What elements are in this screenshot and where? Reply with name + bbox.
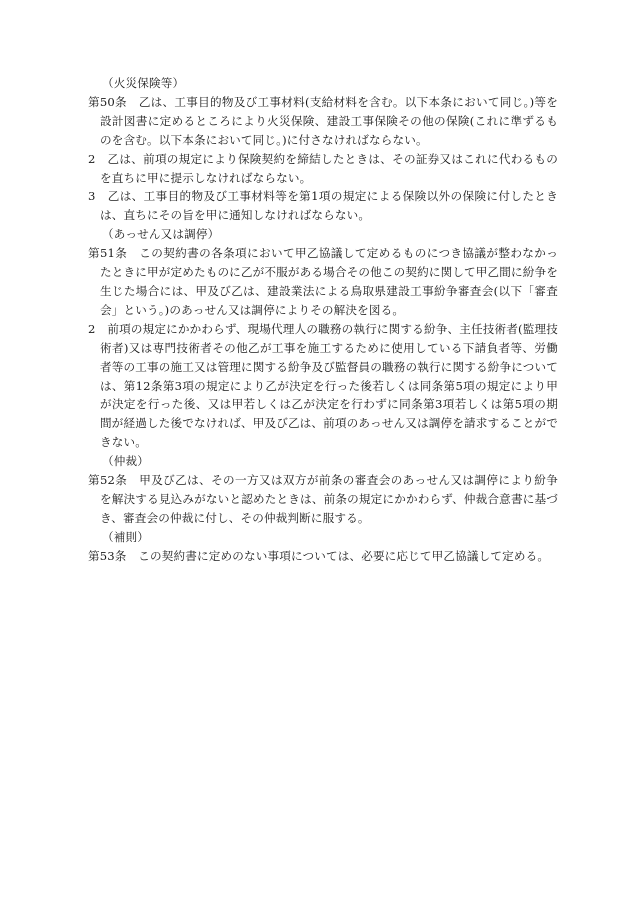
paragraph-number: 2	[88, 321, 96, 336]
article-51-number: 第51条	[88, 246, 128, 261]
article-51-text: この契約書の各条項において甲乙協議して定めるものにつき協議が整わなかったときに甲が定めたものに乙が不服がある場合その他この契約に関して甲乙間に紛争を生じた場合には、甲及び乙は、建設業法による鳥取県建設工事紛争審査会(以下「審査会」という。)のあっせん又は調停によりその解決を図る。	[100, 246, 559, 317]
article-51	[88, 244, 558, 320]
paragraph-text: 乙は、前項の規定により保険契約を締結したときは、その証券又はこれに代わるものを直ちに甲に提示しなければならない。	[100, 151, 559, 185]
article-51-paragraph-2	[88, 320, 558, 452]
article-53-text: この契約書に定めのない事項については、必要に応じて甲乙協議して定める。	[138, 548, 550, 563]
article-53-heading: （補則）	[102, 529, 149, 544]
article-53-number: 第53条	[88, 548, 127, 563]
article-50	[88, 93, 558, 150]
article-53	[88, 547, 558, 566]
document-page	[88, 74, 558, 566]
article-52-heading: （仲裁）	[102, 454, 149, 469]
article-50-text: 乙は、工事目的物及び工事材料(支給材料を含む。以下本条において同じ。)等を設計図書に定めるところにより火災保険、建設工事保険その他の保険(これに準ずるものを含む。以下本条において同じ。)に付さなければならない。	[100, 94, 558, 147]
article-52-number: 第52条	[88, 473, 128, 488]
paragraph-number: 2	[88, 151, 96, 166]
paragraph-number: 3	[88, 189, 96, 204]
article-50-number: 第50条	[88, 94, 127, 109]
paragraph-text: 前項の規定にかかわらず、現場代理人の職務の執行に関する紛争、主任技術者(監理技術者)又は専門技術者その他乙が工事を施工するために使用している下請負者等、労働者等の工事の施工又は管理に関する紛争及び監督員の職務の執行に関する紛争については、第12条第3項の規定により乙が決定を行った後若しくは同条第5項の規定により甲が決定を行った後、又は甲若しくは乙が決定を行わずに同条第3項若しくは第5項の期間が経過した後でなければ、甲及び乙は、前項のあっせん又は調停を請求することができない。	[100, 321, 558, 450]
article-52	[88, 471, 558, 528]
article-52-text: 甲及び乙は、その一方又は双方が前条の審査会のあっせん又は調停により紛争を解決する見込みがないと認めたときは、前条の規定にかかわらず、仲裁合意書に基づき、審査会の仲裁に付し、その仲裁判断に服する。	[100, 473, 558, 525]
paragraph-text: 乙は、工事目的物及び工事材料等を第1項の規定による保険以外の保険に付したときは、直ちにその旨を甲に通知しなければならない。	[100, 189, 558, 223]
article-50-paragraph-3	[88, 187, 558, 225]
article-50-paragraph-2	[88, 150, 558, 188]
article-51-heading: （あっせん又は調停）	[102, 227, 220, 242]
article-50-heading: （火災保険等）	[102, 76, 185, 90]
